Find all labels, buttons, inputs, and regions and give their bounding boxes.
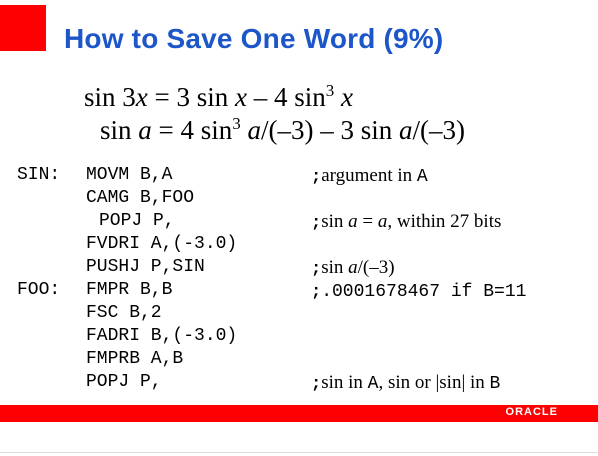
code-line [0,211,598,233]
code-instruction: MOVM B,A [86,165,173,185]
code-line [0,188,598,210]
formula-rewritten: sin a = 4 $\sin^3 a/(-3) - 3$ sin a/(–3) [100,114,465,145]
code-line [0,280,598,302]
slide-title: How to Save One Word (9%) [64,23,444,54]
code-line [0,234,598,256]
red-corner-square [0,5,46,51]
code-comment: ;.0001678467 if B=11 [311,282,527,302]
code-line [0,372,598,394]
code-instruction: POPJ P, [99,211,175,231]
code-line [0,303,598,325]
oracle-logo: ORACLE [505,406,558,418]
code-instruction: POPJ P, [86,372,162,392]
divider [0,452,598,453]
code-instruction: FSC B,2 [86,303,162,323]
code-instruction: PUSHJ P,SIN [86,257,205,277]
code-comment: ;sin a = a, within 27 bits [311,211,502,233]
code-line [0,257,598,279]
formula-triple-angle: sin 3x = 3 sin x – 4 $\sin^3 x$ [84,81,353,112]
code-instruction: FADRI B,(-3.0) [86,326,238,346]
footer-bar [0,405,598,422]
code-instruction: CAMG B,FOO [86,188,195,208]
code-instruction: FVDRI A,(-3.0) [86,234,238,254]
code-instruction: FMPRB A,B [86,349,184,369]
code-label: SIN: [17,165,61,185]
code-comment: ;argument in A [311,165,428,187]
code-line [0,326,598,348]
code-label: FOO: [17,280,61,300]
code-comment: ;sin a/(–3) [311,257,395,279]
code-comment: ;sin in A, sin or |sin| in B [311,372,501,394]
code-line [0,349,598,371]
code-line [0,165,598,187]
code-instruction: FMPR B,B [86,280,173,300]
